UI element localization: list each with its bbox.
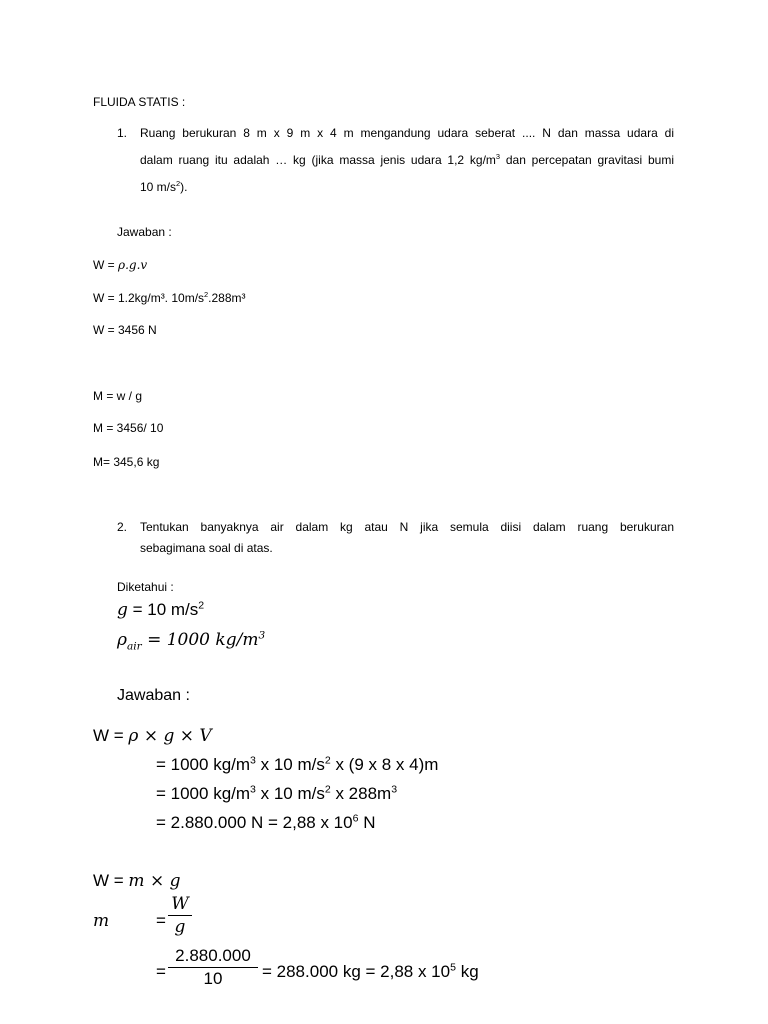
known-heading: Diketahui : — [117, 580, 174, 594]
answer-2-step-1: = 1000 $kg/m^3$ x 10 $m/s^2$ x (9 x 8 x 4)m — [156, 754, 439, 774]
answer-2-weight-mass-formula: W = m × g — [93, 871, 181, 891]
answer-1-weight-formula: W = ρ.g.v — [93, 258, 148, 272]
fraction-numerator: 2.880.000 — [175, 946, 251, 965]
question-1-line-2: dalam ruang itu adalah … kg (jika massa jenis udara 1,2 $kg/m^3$ dan percepatan gravitasi bumi — [140, 152, 674, 167]
answer-2-fraction-w-over-g — [168, 894, 192, 937]
question-2-number: 2. — [117, 520, 128, 534]
question-1-line-1: Ruang berukuran 8 m x 9 m x 4 m mengandung udara seberat .... N dan massa udara di — [140, 126, 674, 140]
answer-1-mass-substitution: M = 3456/ 10 — [93, 421, 164, 435]
answer-1-weight-substitution: W = 1.2kg/m³. $10m/s^2.288m^3$ — [93, 290, 246, 305]
answer-2-step-2: = 1000 $kg/m^3$ x 10 $m/s^2$ x $288m^3$ — [156, 783, 398, 803]
answer-1-mass-formula: M = w / g — [93, 389, 143, 403]
question-1-line-3: 10 $m/s^2$). — [140, 179, 188, 194]
question-2-line-2: sebagimana soal di atas. — [140, 541, 273, 555]
answer-1-heading: Jawaban : — [117, 225, 172, 239]
fraction-bar — [168, 967, 258, 968]
known-water-density: $\rho_{air} = 1000$ $kg/m^3$ — [117, 629, 266, 653]
answer-2-fraction-value — [168, 946, 258, 989]
answer-2-mass-equals: = — [156, 911, 166, 930]
answer-2-heading: Jawaban : — [117, 687, 190, 704]
known-gravity: g = 10 $m/s^2$ — [117, 599, 205, 620]
answer-1-mass-result: M= 345,6 kg — [93, 455, 160, 469]
page-title: FLUIDA STATIS : — [93, 95, 186, 109]
question-2-line-1: Tentukan banyaknya air dalam kg atau N jika semula diisi dalam ruang berukuran — [140, 520, 674, 534]
answer-2-weight-formula: W = ρ × g × V — [93, 726, 212, 746]
fraction-denominator: g — [174, 917, 186, 937]
answer-1-weight-result: W = 3456 N — [93, 323, 157, 337]
answer-2-equals-2: = — [156, 962, 166, 981]
answer-2-final-result: = 288.000 kg = 2,88 x $10^5$ kg — [262, 961, 479, 981]
fraction-bar — [168, 915, 192, 916]
answer-2-mass-variable: m — [93, 911, 110, 931]
fraction-numerator: W — [171, 894, 189, 914]
question-1-number: 1. — [117, 126, 128, 140]
answer-2-step-3: = 2.880.000 N = 2,88 x $10^6$ N — [156, 812, 376, 832]
fraction-denominator: 10 — [203, 969, 223, 988]
